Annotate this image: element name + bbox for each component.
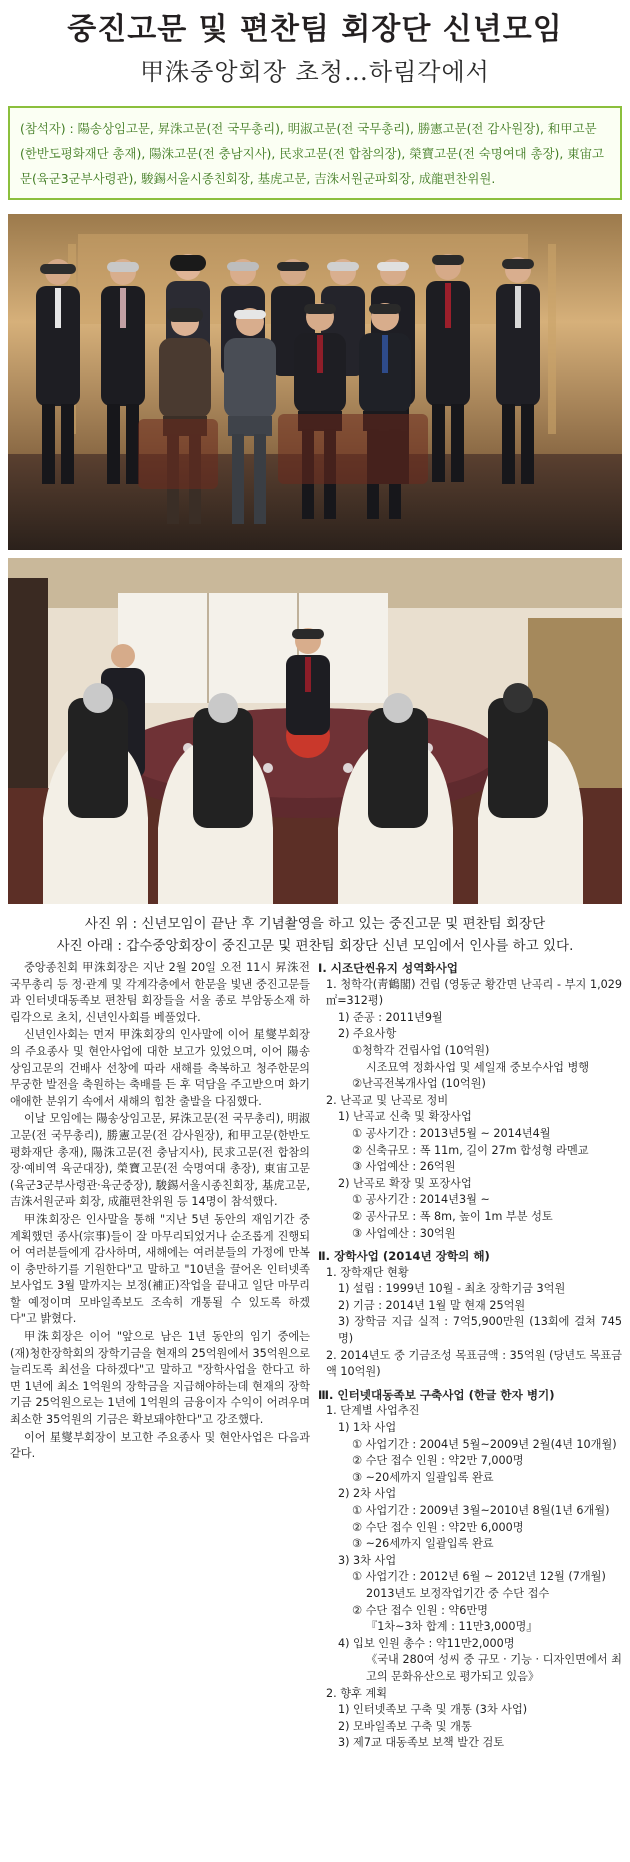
list-item: ② 수단 접수 인원 : 약2만 7,000명 [352,1454,524,1468]
article-body-left [10,960,310,1464]
group-photo-illustration [8,214,622,550]
body-paragraph: 이날 모임에는 陽송상임고문, 昇洙고문(전 국무총리), 明淑고문(전 국무총리), 勝憲고문(전 감사원장), 和甲고문(한반도평화재단 총재), 陽洙고문(전 충남지사), 民求고문(전 합참의장·예비역 육군대장), 榮寶고문(전 숙명여대 총장), 東宙고문(육군3군부사령관·육군중장), 駿錫서울시종친회장, 基虎고문, 吉洙서원군파 회장, 成龍편찬위원 등 14명이 참석했다. [10,1112,310,1209]
list-item: 3) 3차 사업 [338,1553,397,1567]
list-item: ① 사업기간 : 2009년 3월~2010년 8월(1년 6개월) [352,1504,610,1517]
body-paragraph: 甲洙회장은 이어 "앞으로 남은 1년 동안의 임기 중에는 (재)청한장학회의 장학기금을 현재의 25억원에서 35억원으로 늘리도록 최선을 다하겠다"고 말하고 "장학사업을 한다고 하면 1년에 최소 1억원의 장학금을 지급해야하는데 현재의 장학기금 25억원으로는 1년에 1억원의 금융이자 수익이 어려우며 최소한 35억원의 기금은 확보돼야한다"고 강조했다. [10,1330,310,1427]
list-item: ③ 사업예산 : 26억원 [352,1160,456,1174]
list-item: ① 사업기간 : 2004년 5월~2009년 2월(4년 10개월) [352,1437,617,1451]
list-item: ②난곡전복개사업 (10억원) [352,1077,486,1091]
list-item: 1) 1차 사업 [338,1421,397,1435]
body-paragraph: 신년인사회는 먼저 甲洙회장의 인사말에 이어 星燮부회장의 주요종사 및 현안사업에 대한 보고가 있었으며, 이어 陽송상임고문의 건배사 선창에 따라 새해를 축복하고 청주한문의 무궁한 발전을 축원하는 축배를 든 후 덕담을 주고받으며 화기애애한 분위기 속에서 새해의 힘찬 출발을 다짐했다. [10,1028,310,1108]
article-headline: 중진고문 및 편찬팀 회장단 신년모임 [67,12,563,47]
list-item: ① 공사기간 : 2013년5월 ~ 2014년4월 [352,1126,551,1140]
banquet-photo-illustration [8,558,622,904]
list-item: 2) 기금 : 2014년 1월 말 현재 25억원 [338,1298,526,1312]
list-item: ③ 사업예산 : 30억원 [352,1226,456,1240]
list-item: 1) 인터넷족보 구축 및 개통 (3차 사업) [338,1703,528,1717]
list-item: ③ ~20세까지 일괄입록 완료 [352,1470,494,1484]
list-item: 2. 난곡교 및 난곡로 정비 [326,1093,449,1107]
body-paragraph: 이어 星燮부회장이 보고한 주요종사 및 현안사업은 다음과 같다. [10,1430,310,1461]
group-photo [8,214,622,550]
photo-caption-bottom: 사진 아래 : 갑수중앙회장이 중진고문 및 편찬팀 회장단 신년 모임에서 인사를 하고 있다. [56,938,574,954]
list-item: 2) 난곡로 확장 및 포장사업 [338,1176,472,1190]
article-subheadline: 甲洙중앙회장 초청…하림각에서 [140,58,490,86]
list-item: ② 수단 접수 인원 : 약2만 6,000명 [352,1520,524,1534]
list-item: 2) 주요사항 [338,1027,397,1041]
list-item: 2. 향후 계획 [326,1686,388,1700]
list-item: ① 공사기간 : 2014년3월 ~ [352,1193,490,1207]
list-item: 1. 단계별 사업추진 [326,1404,420,1418]
section-heading: Ⅰ. 시조단씬유지 성역화사업 [318,961,458,975]
list-item: 『1차~3차 합계 : 11만3,000명』 [366,1620,538,1634]
list-item: 2) 2차 사업 [338,1487,397,1501]
list-item: ①청학각 건립사업 (10억원) [352,1043,490,1057]
list-item: 1. 청학각(靑鶴閣) 건립 (영동군 황간면 난곡리 - 부지 1,029㎡=312평) [326,977,622,1008]
list-item: ② 신축규모 : 폭 11m, 길이 27m 합성형 라멘교 [352,1143,589,1157]
list-item: 1) 난곡교 신축 및 확장사업 [338,1110,472,1124]
list-item: 1. 장학재단 현황 [326,1265,409,1279]
section-heading: Ⅱ. 장학사업 (2014년 장학의 해) [318,1249,490,1264]
list-item: ③ ~26세까지 일괄입록 완료 [352,1537,494,1551]
attendees-text: (참석자) : 陽송상임고문, 昇洙고문(전 국무총리), 明淑고문(전 국무총리), 勝憲고문(전 감사원장), 和甲고문(한반도평화재단 총재), 陽洙고문(전 충남지사), 民求고문(전 합참의장), 榮寶고문(전 숙명여대 총장), 東宙고문(육군3군부사령관), 駿錫서울시종친회장, 基虎고문, 吉洙서원군파회장, 成龍편찬위원. [20,121,604,186]
attendees-box [8,106,622,200]
banquet-photo [8,558,622,904]
list-item: ② 공사규모 : 폭 8m, 높이 1m 부분 성토 [352,1209,553,1223]
body-paragraph: 甲洙회장은 인사말을 통해 "지난 5년 동안의 재임기간 중 계획했던 종사(宗事)들이 잘 마무리되었거나 순조롭게 진행되어 여러분들에게 감사하며, 새해에는 여러분들의 가정에 만복이 충만하기를 기원한다"고 말하고 "10년을 끌어온 인터넷족보사업도 3월 말까지는 보정(補正)작업을 끝내고 일단 마무리할 예정이며 모바일족보도 조속히 개통될 수 있도록 하겠다"고 밝혔다. [10,1212,310,1326]
list-item: 3) 장학금 지급 실적 : 7억5,900만원 (13회에 걸쳐 745명) [338,1315,622,1346]
body-paragraph: 중앙종친회 甲洙회장은 지난 2월 20일 오전 11시 昇洙전 국무총리 등 정·관계 및 각계각층에서 한문을 빛낸 중진고문들과 인터넷대동족보 편찬팀 회장들을 서울 종로 부암동소재 하림각으로 초치, 신년인사회를 베풀었다. [10,961,310,1024]
list-item: 1) 설립 : 1999년 10월 - 최초 장학기금 3억원 [338,1282,566,1296]
article-body-right [318,960,622,1752]
list-item: ① 사업기간 : 2012년 6월 ~ 2012년 12월 (7개월) [352,1570,606,1584]
list-item: 2. 2014년도 중 기금조성 목표금액 : 35억원 (당년도 목표금액 10억원) [326,1348,622,1379]
list-item: 2013년도 보정작업기간 중 수단 접수 [366,1586,550,1600]
list-item: 3) 제7교 대동족보 보책 발간 검토 [338,1736,505,1750]
list-item: 《국내 280여 성씨 중 규모 · 기능 · 디자인면에서 최고의 문화유산으로 평가되고 있음》 [366,1653,622,1683]
list-item: 1) 준공 : 2011년9월 [338,1010,443,1024]
photo-caption-top: 사진 위 : 신년모임이 끝난 후 기념촬영을 하고 있는 중진고문 및 편찬팀 회장단 [84,916,546,932]
list-item: 시조묘역 정화사업 및 세일재 중보수사업 병행 [366,1060,590,1074]
list-item: 2) 모바일족보 구축 및 개통 [338,1719,472,1733]
section-heading: Ⅲ. 인터넷대동족보 구축사업 (한글 한자 병기) [318,1387,555,1402]
list-item: 4) 입보 인원 총수 : 약11만2,000명 [338,1636,515,1650]
list-item: ② 수단 접수 인원 : 약6만명 [352,1603,488,1617]
